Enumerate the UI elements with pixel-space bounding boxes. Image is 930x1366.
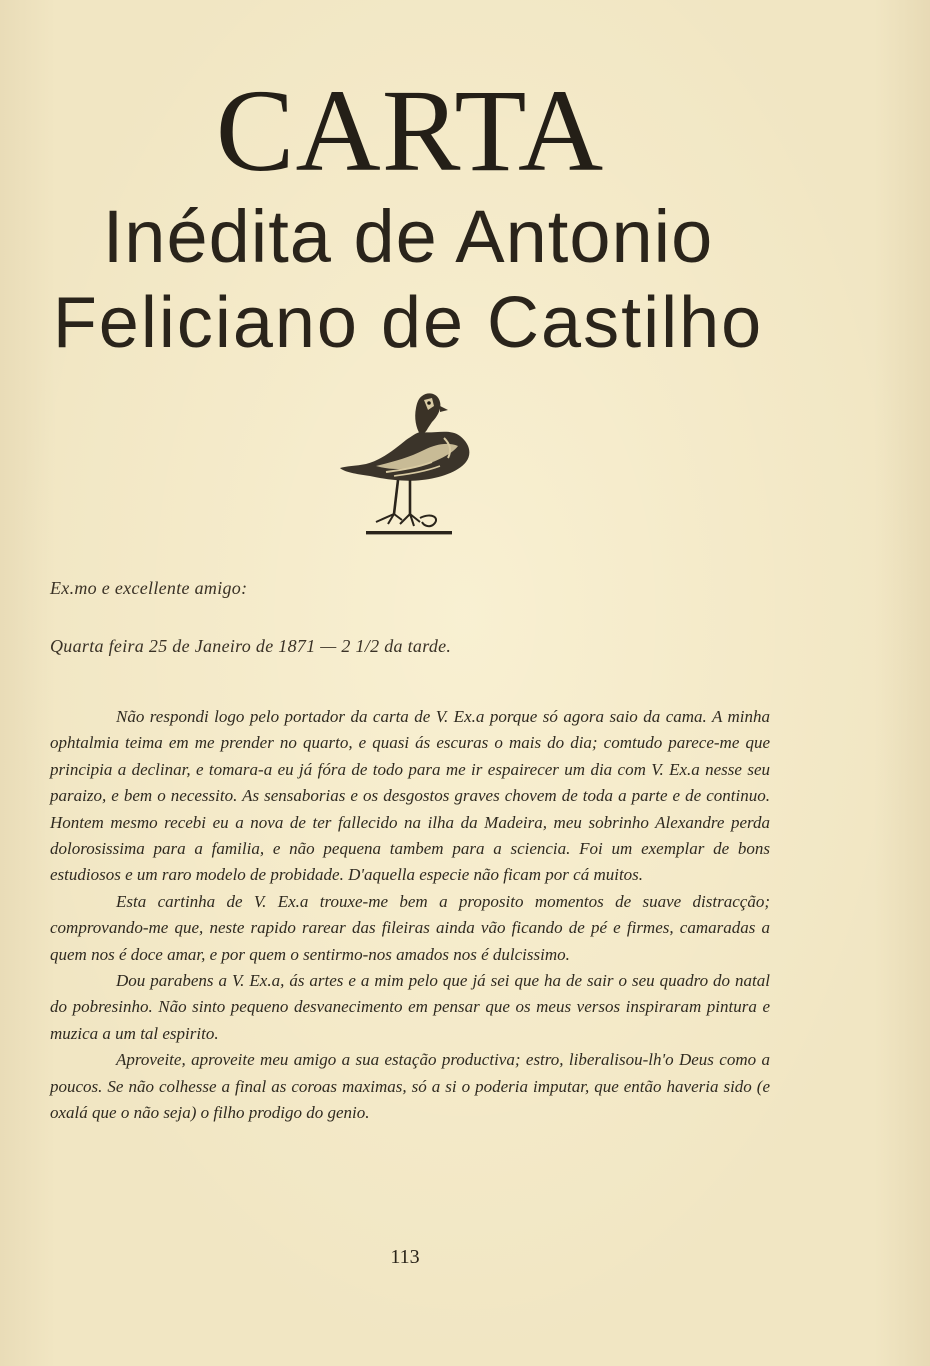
page-title: CARTA (215, 65, 605, 196)
letter-paragraph: Dou parabens a V. Ex.a, ás artes e a mim pelo que já sei que ha de sair o seu quadro do natal do pobresinho. Não sinto pequeno desvanecimento em pensar que os meus versos inspiraram pintura e muzica a um tal espirito. (50, 971, 770, 1043)
subtitle-line-1: Inédita de Antonio (102, 195, 714, 278)
letter-dateline: Quarta feira 25 de Janeiro de 1871 — 2 1/2 da tarde. (50, 636, 452, 656)
bird-emblem-icon (336, 388, 482, 540)
subtitle-line-2: Feliciano de Castilho (52, 283, 764, 363)
letter-paragraph: Não respondi logo pelo portador da carta de V. Ex.a porque só agora saio da cama. A minha ophtalmia teima em me prender no quarto, e quasi ás escuras o mais do dia; comtudo parece-me que principia a declinar, e tomara-a eu já fóra de todo para me ir espairecer um dia com V. Ex.a nesse seu paraizo, e bem o necessito. As sensaborias e os desgostos graves chovem de toda a parte e de continuo. Hontem mesmo recebi eu a nova de ter fallecido na ilha da Madeira, meu sobrinho Alexandre perda dolorosissima para a familia, e não pequena tambem para a sciencia. Foi um exemplar de bons estudiosos e um raro modelo de probidade. D'aquella especie não ficam por cá muitos. (50, 707, 770, 885)
letter-paragraph: Aproveite, aproveite meu amigo a sua estação productiva; estro, liberalisou-lh'o Deus como a poucos. Se não colhesse a final as coroas maximas, só a si o poderia imputar, que então haveria sido (e oxalá que o não seja) o filho prodigo do genio. (50, 1050, 770, 1123)
page-number: 113 (390, 1246, 420, 1268)
letter-body (50, 704, 770, 1127)
letter-paragraph: Esta cartinha de V. Ex.a trouxe-me bem a proposito momentos de suave distracção; comprovando-me que, neste rapido rarear das fileiras ainda vão ficando de pé e firmes, camaradas a quem nos é doce amar, e por quem o sentirmo-nos amados nos é dulcissimo. (50, 891, 770, 964)
letter-salutation: Ex.mo e excellente amigo: (50, 578, 248, 598)
